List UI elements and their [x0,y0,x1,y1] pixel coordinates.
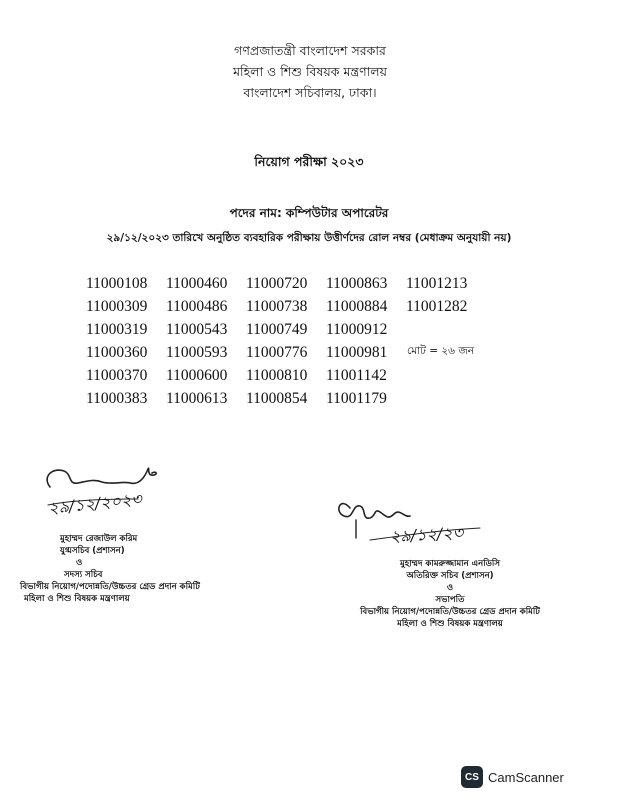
roll-row [86,387,486,410]
signatory-right-designation: অতিরিক্ত সচিব (প্রশাসন) [406,571,494,581]
roll-row [86,295,486,318]
total-count: মোট = ২৬ জন [407,345,474,357]
handwritten-date-left: ২৯/১২/২০২৩ [47,489,143,518]
header-line-secretariat: বাংলাদেশ সচিবালয়, ঢাকা। [243,85,377,100]
signature-block-member-secretary [20,455,278,605]
signatory-left-details [38,533,278,581]
roll-number: 11000912 [326,321,388,338]
signatory-right-committee: বিভাগীয় নিয়োগ/পদোন্নতি/উচ্চতর গ্রেড প্রদান কমিটি [360,607,540,617]
ministry-header [0,40,618,103]
roll-number: 11000383 [86,390,148,407]
roll-number: 11000981 [326,344,388,361]
roll-number: 11000319 [86,321,148,338]
roll-number: 11000360 [86,344,148,361]
signatory-right-role: সভাপতি [435,595,465,605]
post-title: পদের নাম: কম্পিউটার অপারেটর [229,206,389,220]
roll-number: 11000776 [246,344,308,361]
signatory-left-committee-block [20,581,278,605]
roll-number: 11000884 [326,298,388,315]
roll-number: 11000854 [246,390,308,407]
roll-number: 11000370 [86,367,148,384]
signatory-left-committee: বিভাগীয় নিয়োগ/পদোন্নতি/উচ্চতর গ্রেড প্রদান কমিটি [20,582,200,592]
roll-number: 11001179 [326,390,387,407]
roll-number-list [86,272,486,410]
signature-block-chairman [330,490,570,630]
signatory-right-name: মুহাম্মদ কামরুজ্জামান এনডিসি [400,559,500,569]
roll-number: 11000460 [166,275,228,292]
roll-number: 11000738 [246,298,308,315]
signatory-right-ministry: মহিলা ও শিশু বিষয়ক মন্ত্রণালয় [397,619,503,629]
roll-number: 11000720 [246,275,308,292]
header-line-ministry: মহিলা ও শিশু বিষয়ক মন্ত্রণালয় [233,64,387,79]
header-line-government: গণপ্রজাতন্ত্রী বাংলাদেশ সরকার [234,43,386,58]
handwritten-date-right: ২৯/১২/২৩ [389,523,464,546]
roll-number: 11001213 [406,275,468,292]
roll-number: 11000863 [326,275,388,292]
roll-number: 11000810 [246,367,308,384]
camscanner-watermark [461,766,564,788]
signatory-left-ministry: মহিলা ও শিশু বিষয়ক মন্ত্রণালয় [24,594,130,604]
camscanner-label: CamScanner [488,769,564,785]
signatory-left-role: সদস্য সচিব [64,570,103,580]
roll-row [86,318,486,341]
signatory-left-connector: ও [76,558,83,568]
roll-number: 11001282 [406,298,468,315]
roll-number: 11000613 [166,390,228,407]
roll-number: 11000108 [86,275,148,292]
roll-row [86,364,486,387]
camscanner-logo-icon: CS [461,766,483,788]
roll-number: 11001142 [326,367,387,384]
roll-number: 11000593 [166,344,228,361]
signatory-left-name: মুহাম্মদ রেজাউল করিম [60,534,138,544]
signatory-right-connector: ও [446,583,454,593]
result-subtitle: ২৯/১২/২০২৩ তারিখে অনুষ্ঠিত ব্যবহারিক পরীক্ষায় উত্তীর্ণদের রোল নম্বর (মেধাক্রম অনুযায়ী নয়) [106,232,512,244]
roll-number: 11000486 [166,298,228,315]
exam-title: নিয়োগ পরীক্ষা ২০২৩ [254,154,364,169]
roll-number: 11000543 [166,321,228,338]
signatory-right-details [330,558,570,630]
roll-number: 11000749 [246,321,308,338]
roll-number: 11000309 [86,298,148,315]
roll-number: 11000600 [166,367,228,384]
signatory-left-designation: যুগ্মসচিব (প্রশাসন) [60,546,125,556]
roll-row [86,272,486,295]
